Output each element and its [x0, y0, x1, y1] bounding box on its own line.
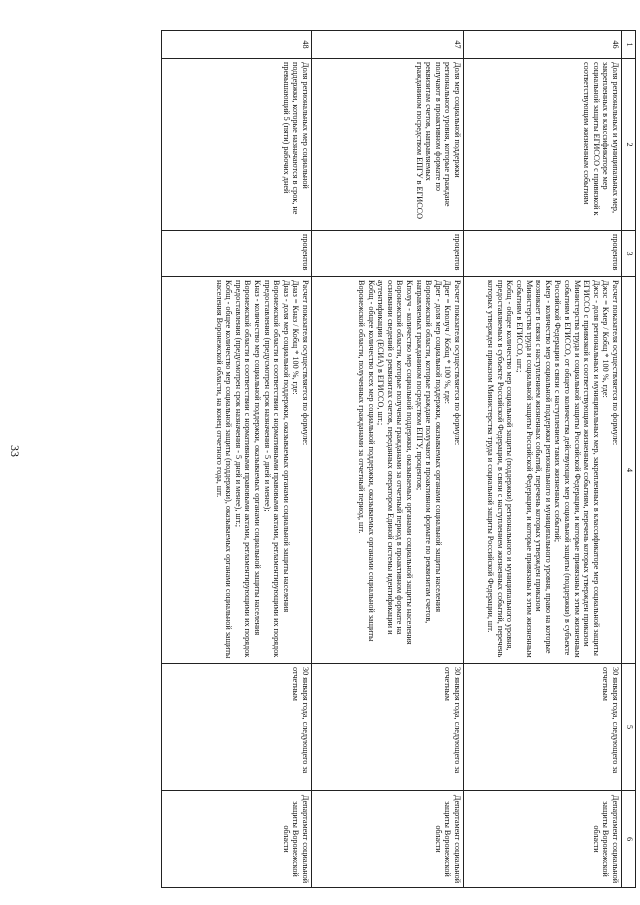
header-cell: 2	[622, 59, 636, 231]
header-cell: 1	[622, 31, 636, 59]
indicators-table	[161, 30, 636, 888]
responsible: Департамент социальной защиты Воронежской области	[312, 791, 464, 888]
method-line: Дназ = Кназ / Кобщ * 100 %, где:	[291, 280, 301, 395]
calculation-method	[162, 277, 312, 664]
table-row	[464, 31, 622, 888]
method-line: Дрег - доля мер социальной поддержки, оказываемых органами социальной защиты населения Воронежской области, которые граждане получают в проактивном формате по реквизитам счетов, направляемых гражданином посредством ЕПГУ, процентов;	[414, 280, 443, 624]
deadline: 30 января года, следующего за отчетным	[312, 664, 464, 791]
indicator-name: Доля региональных и муниципальных мер, закрепленных в классификаторе мер социальной защиты ЕГИССО с привязкой к соответствующим жизненным событиям	[464, 59, 622, 231]
deadline: 30 января года, следующего за отчетным	[162, 664, 312, 791]
method-line: Кмер - количество мер социальной поддержки регионального и муниципального уровня, право на которые возникает в связи с наступлением жизненных событий, перечень которых утвержден приказом Министерства труда и социальной защиты Российской Федерации, и которые привязаны к этим жизненным событиям в ЕГИССО, шт.;	[515, 280, 553, 658]
calculation-method	[312, 277, 464, 664]
responsible: Департамент социальной защиты Воронежской области	[464, 791, 622, 888]
table-row	[162, 31, 312, 888]
method-line: Джзс = Кмер / Кобщ * 100 %, где:	[601, 280, 611, 398]
method-line: Дназ - доля мер социальной поддержки, оказываемых органами социальной защиты населения Воронежской области в соответствии с нормативными правовыми актами, регламентирующими их порядок предоставления (предусмотрен срок назначения - 5 дней и менее);	[262, 280, 291, 658]
row-number: 48	[162, 31, 312, 59]
header-cell: 5	[622, 664, 636, 791]
method-line: Кполуч - количество мер социальной поддержки, оказываемых органами социальной защиты населения Воронежской области, которые получены гражданами за отчетный период в проактивном формате на основании сведений о реквизитах счетов, переданных оператором Единой системы идентификации и аутентификации (ЕСИА) в ЕГИССО, шт.;	[376, 280, 415, 645]
method-line: Джзс - доля региональных и муниципальных мер, закрепленных в классификаторе мер социальной защиты ЕГИССО с привязкой к соответствующим жизненным событиям, перечень которых утвержден приказом Министерства труда и социальной защиты Российской Федерации, и которые привязаны к этим жизненным событиям в ЕГИССО, от общего количества действующих мер социальной защиты (поддержки) в субъекте Российской Федерации в связи с наступлением таких жизненных событий;	[553, 280, 601, 658]
header-row	[622, 31, 636, 888]
unit: процентов	[312, 231, 464, 277]
calculation-method	[464, 277, 622, 664]
method-line: Расчет показателя осуществляется по формуле:	[611, 280, 620, 446]
row-number: 46	[464, 31, 622, 59]
method-line: Расчет показателя осуществляется по формуле:	[453, 280, 462, 446]
page-number: 33	[8, 445, 22, 457]
method-line: Кназ - количество мер социальной поддержки, оказываемых органами социальной защиты населения Воронежской области в соответствии с нормативными правовыми актами, регламентирующими их порядок предоставления (предусмотрен срок назначения - 5 дней и менее), шт.;	[233, 280, 263, 658]
method-line: Расчет показателя осуществляется по формуле:	[301, 280, 310, 446]
method-line: Кобщ - общее количество мер социальной защиты (поддержки), оказываемых органами социальной защиты населения Воронежской области, на конец отчетного года, шт.	[214, 280, 234, 659]
indicator-name: Доля региональных мер социальной поддержки, которые назначаются в срок, не превышающий 5 (пяти) рабочих дней	[162, 59, 312, 231]
table-row	[312, 31, 464, 888]
header-cell: 4	[622, 277, 636, 664]
unit: процентов	[464, 231, 622, 277]
method-line: Дрег = Кполуч / Кобщ * 100 %, где:	[443, 280, 453, 404]
unit: процентов	[162, 231, 312, 277]
deadline: 30 января года, следующего за отчетным	[464, 664, 622, 791]
header-cell: 3	[622, 231, 636, 277]
responsible: Департамент социальной защиты Воронежской области	[162, 791, 312, 888]
method-line: Кобщ - общее количество мер социальной защиты (поддержки) регионального и муниципального уровня, предоставляемых в субъекте Российской Федерации, в связи с наступлением жизненных событий, перечень которых утвержден приказом Министерства труда и социальной защиты Российской Федерации, шт.	[486, 280, 515, 658]
indicator-name: Доля мер социальной поддержки регионального уровня, которые граждане получают в проактивном формате по реквизитам счетов, направляемых гражданином посредством ЕПГУ в ЕГИССО	[312, 59, 464, 231]
rotated-page-content	[100, 30, 636, 887]
row-number: 47	[312, 31, 464, 59]
method-line: Кобщ - общее количество всех мер социальной поддержки, оказываемых органами социальной защиты Воронежской области, полученных гражданами за отчетный период, шт.	[357, 280, 376, 642]
header-cell: 6	[622, 791, 636, 888]
